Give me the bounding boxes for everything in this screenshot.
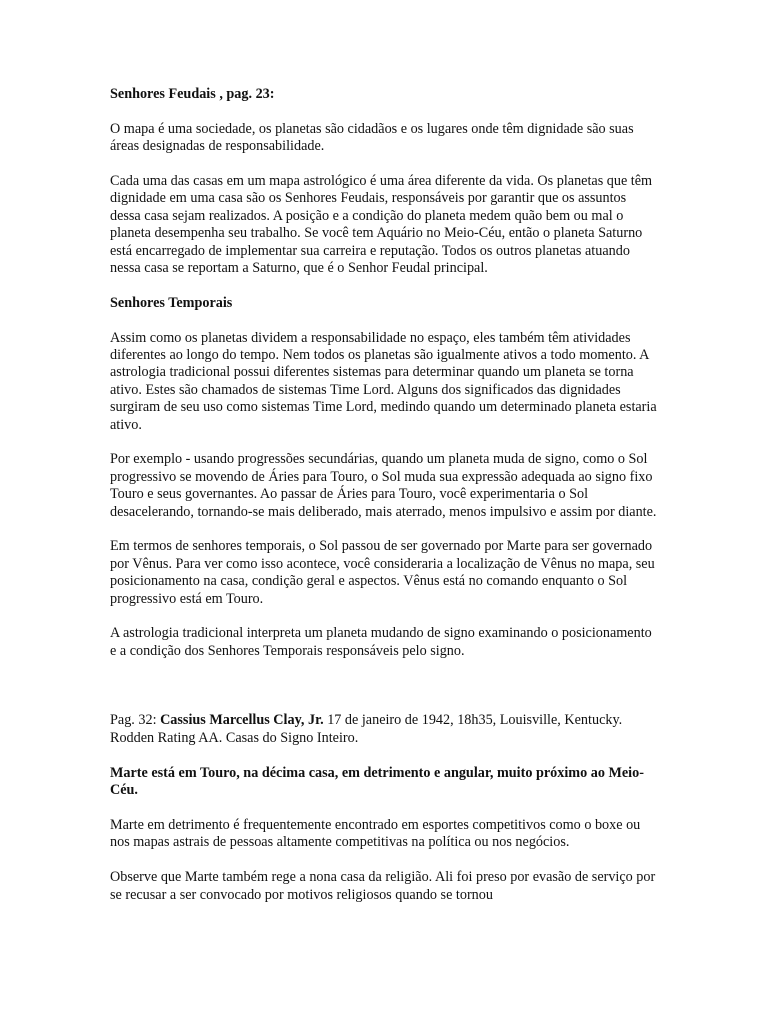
page-reference: Pag. 32: [110, 712, 161, 729]
chart-reference-paragraph [110, 712, 660, 747]
paragraph: Marte em detrimento é frequentemente encontrado em esportes competitivos como o boxe ou nos mapas astrais de pessoas altamente competitivas na política ou nos negócios. [110, 816, 641, 851]
subject-name: Cassius Marcellus Clay, Jr. [160, 712, 324, 729]
spacer [110, 678, 660, 713]
paragraph: O mapa é uma sociedade, os planetas são cidadãos e os lugares onde têm dignidade são suas áreas designadas de responsabilidade. [110, 120, 634, 155]
paragraph: Por exemplo - usando progressões secundárias, quando um planeta muda de signo, como o Sol progressivo se movendo de Áries para Touro, o Sol muda sua expressão adequada ao signo fixo Touro e seus governantes. Ao passar de Áries para Touro, você experimentaria o Sol desacelerando, tornando-se mais deliberado, mais aterrado, menos impulsivo e assim por diante. [110, 451, 657, 520]
section-heading-senhores-feudais: Senhores Feudais , pag. 23: [110, 86, 275, 102]
paragraph: Cada uma das casas em um mapa astrológico é uma área diferente da vida. Os planetas que têm dignidade em uma casa são os Senhores Feudais, responsáveis por garantir que os assuntos dessa casa sejam realizados. A posição e a condição do planeta medem quão bem ou mal o planeta desempenha seu trabalho. Se você tem Aquário no Meio-Céu, então o planeta Saturno está encarregado de implementar sua carreira e reputação. Todos os outros planetas atuando nessa casa se reportam a Saturno, que é o Senhor Feudal principal. [110, 173, 653, 277]
paragraph: Em termos de senhores temporais, o Sol passou de ser governado por Marte para ser governado por Vênus. Para ver como isso acontece, você consideraria a localização de Vênus no mapa, seu posicionamento na casa, condição geral e aspectos. Vênus está no comando enquanto o Sol progressivo está em Touro. [110, 538, 655, 607]
paragraph: Assim como os planetas dividem a responsabilidade no espaço, eles também têm atividades diferentes ao longo do tempo. Nem todos os planetas são igualmente ativos a todo momento. A astrologia tradicional possui diferentes sistemas para determinar quando um planeta se torna ativo. Estes são chamados de sistemas Time Lord. Alguns dos significados das dignidades surgiram de seu uso como sistemas Time Lord, medindo quando um determinado planeta estaria ativo. [110, 329, 657, 433]
paragraph: A astrologia tradicional interpreta um planeta mudando de signo examinando o posicionamento e a condição dos Senhores Temporais responsáveis pelo signo. [110, 625, 652, 659]
bold-statement: Marte está em Touro, na décima casa, em detrimento e angular, muito próximo ao Meio-Céu. [110, 764, 644, 799]
document-page [110, 86, 660, 921]
section-heading-senhores-temporais: Senhores Temporais [110, 294, 233, 311]
birth-details: 17 de janeiro de 1942, 18h35, Louisville, Kentucky. Rodden Rating AA. Casas do Signo Inteiro. [110, 712, 623, 746]
paragraph: Observe que Marte também rege a nona casa da religião. Ali foi preso por evasão de serviço por se recusar a ser convocado por motivos religiosos quando se tornou [110, 869, 656, 903]
